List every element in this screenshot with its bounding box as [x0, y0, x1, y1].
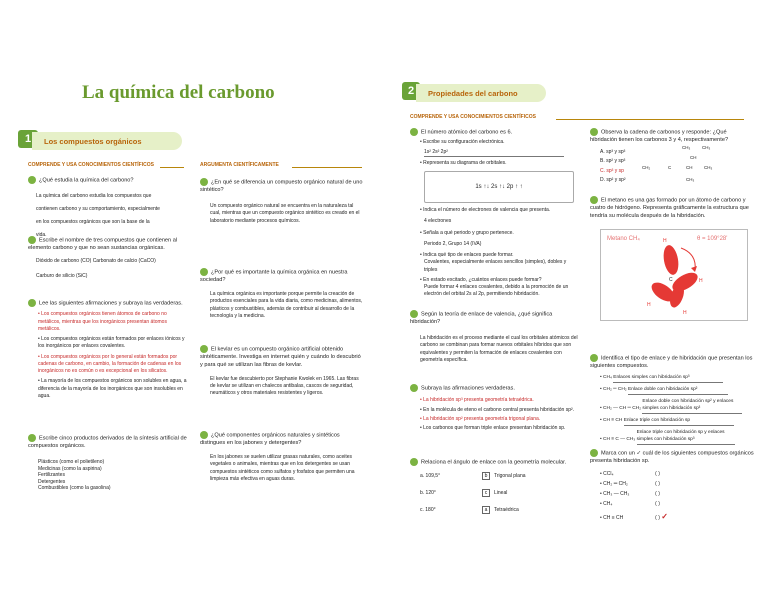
- bullet-icon: [200, 178, 208, 186]
- diagram-label: Metano CH₄: [607, 235, 640, 242]
- bullet-icon: [590, 128, 598, 136]
- compound: CH₄: [603, 501, 613, 508]
- bullet-icon: [590, 354, 598, 362]
- bullet-icon: [200, 345, 208, 353]
- answer-line: contienen carbono y su comportamiento, especialmente: [36, 206, 160, 213]
- right-page: [384, 0, 768, 594]
- question-subraya: Subraya las afirmaciones verdaderas. • La hibridación sp³ presenta geometría tetraédrica. • En la molécula de eteno el carbono central presenta hibridación sp². • La hibridación sp² presenta geometría trigonal plana. • Los carbonos que forman triple enlace presentan hibridación sp.: [410, 384, 580, 432]
- question-text: ¿En qué se diferencia un compuesto orgánico natural de uno sintético?: [200, 179, 363, 194]
- statement: En la molécula de eteno el carbono central presenta hibridación sp².: [423, 406, 575, 413]
- subquestion: Escribe su configuración electrónica.: [423, 139, 505, 146]
- carbon-chain-formula: CH₃ CH₃ CH CH₂ C CH CH₃ CH₃: [642, 145, 713, 183]
- subquestion: Señala a qué periodo y grupo pertenece.: [423, 229, 514, 236]
- question-1: [28, 176, 188, 242]
- answer-line: Periodo 2, Grupo 14 (IVA): [424, 240, 482, 247]
- question-text: El metano es una gas formado por un átomo de carbono y cuatro de hidrógeno. Representa gráficamente la estructura que tendría su molécula después de la hibridación.: [590, 197, 749, 220]
- question-text: Lee las siguientes afirmaciones y subraya las verdaderas.: [39, 300, 183, 307]
- compound: CH₂ ═ CH₂: [603, 481, 628, 488]
- bullet-icon: [200, 268, 208, 276]
- section-header: [18, 128, 378, 152]
- heading-argumenta: ARGUMENTA CIENTÍFICAMENTE: [200, 162, 279, 168]
- bullet-icon: [28, 434, 36, 442]
- hydrogen-label: H: [647, 301, 651, 308]
- section-title: Propiedades del carbono: [428, 89, 518, 98]
- orbital-text: 1s ↑↓ 2s ↑↓ 2p ↑ ↑: [475, 184, 523, 191]
- geometry-item: Tetraédrica: [494, 507, 519, 514]
- question-text: Marca con un ✓ cuál de los siguientes compuestos orgánicos presenta hibridación sp.: [590, 450, 754, 465]
- hydrogen-label: H: [663, 237, 667, 244]
- question-metano: [590, 196, 755, 321]
- answer-line: Enlace triple con hibridación sp y enlaces simples con hibridación sp³: [637, 430, 735, 445]
- statement-true: La hibridación sp² presenta geometría trigonal plana.: [423, 415, 541, 422]
- bullet-icon: [590, 196, 598, 204]
- answer-line: Enlace triple con hibridación sp: [624, 418, 734, 426]
- question-2: [28, 236, 193, 281]
- match-box[interactable]: b: [482, 472, 490, 480]
- question-text: El kevlar es un compuesto orgánico artificial obtenido sintéticamente. Investiga en internet quién y cuándo lo descubrió y para qué se utilizan las fibras de kevlar.: [200, 346, 361, 369]
- check-box[interactable]: ( ): [655, 481, 660, 488]
- formula: CH ≡ C — CH₃: [603, 436, 636, 442]
- formula: CH₂ — CH ═ CH₂: [603, 406, 642, 411]
- angle-label: θ = 109°28': [697, 235, 728, 242]
- bullet-icon: [590, 449, 598, 457]
- answer-text: En los jabones se suelen utilizar grasas naturales, como aceites vegetales o animales, mientras que en los detergentes se usan compuestos sintéticos como sulfatos y fosfatos que permiten una limpieza más efectiva en aguas duras.: [210, 454, 355, 482]
- question-text: ¿Qué estudia la química del carbono?: [39, 177, 134, 184]
- question-relaciona: [410, 458, 580, 533]
- match-box[interactable]: c: [482, 489, 490, 497]
- angle-item: a. 109,5°: [420, 473, 441, 480]
- answer-line: en los compuestos orgánicos que son la base de la: [36, 219, 150, 226]
- compound: CCl₄: [603, 471, 614, 478]
- answer-line: Puede formar 4 enlaces covalentes, debido a la promoción de un electrón del orbital 2s al 2p, permitiendo hibridación.: [424, 284, 569, 298]
- check-box[interactable]: ( ): [655, 515, 660, 522]
- answer-text: La química orgánica es importante porque permite la creación de productos esenciales para la vida diaria, como medicinas, alimentos, plásticos y combustibles, además de contribuir al desarrollo de la tecnología y la medicina.: [210, 291, 363, 319]
- question-4: [28, 434, 188, 492]
- answer-line: Combustibles (como la gasolina): [38, 485, 111, 492]
- compound: CH₃ — CH₃: [603, 491, 630, 498]
- answer-line: Medicinas (como la aspirina): [38, 465, 102, 472]
- check-box[interactable]: ( ): [655, 491, 660, 498]
- subquestion: Representa su diagrama de orbitales.: [423, 159, 507, 166]
- section-number-badge: 2: [402, 82, 420, 100]
- option[interactable]: A. sp³ y sp³: [600, 149, 626, 156]
- answer-line: Enlace doble con hibridación sp²: [628, 387, 728, 395]
- heading-comprende: COMPRENDE Y USA CONOCIMIENTOS CIENTÍFICOS: [410, 114, 536, 120]
- question-hibridacion: [410, 310, 580, 364]
- bullet-icon: [410, 458, 418, 466]
- question-atomic: El número atómico del carbono es 6. • Escribe su configuración electrónica. 1s² 2s² 2p² • Representa su diagrama de orbitales. 1s ↑↓ 2s ↑↓ 2p ↑ ↑ • Indica el número de electrones de valencia que presenta. 4 electrones • Señala a qué periodo y grupo pertenece. Periodo 2, Grupo 14 (IVA) • Indica qué tipo de enlaces puede formar. Covalentes, especialmente enlaces sencillos (simples), dobles y triples • En estado excitado, ¿cuántos enlaces puede formar? Puede formar 4 enlaces covalentes, debido a la promoción de un electrón del orbital 2s al 2p, permitiendo hibridación.: [410, 128, 580, 299]
- tetrahedral-orbitals: [601, 230, 749, 322]
- answer-line: 4 electrones: [424, 218, 452, 225]
- bullet-icon: [410, 128, 418, 136]
- subquestion: En estado excitado, ¿cuántos enlaces puede formar?: [423, 276, 542, 283]
- answer-line: Fertilizantes: [38, 472, 65, 479]
- compound: CH ≡ CH: [603, 515, 624, 522]
- answer-line: Plásticos (como el polietileno): [38, 459, 105, 466]
- statement-true: Los compuestos orgánicos tienen átomos de carbono no metálicos, mientras que los inorgánicos presentan átomos metálicos.: [38, 311, 167, 332]
- check-box[interactable]: ( ): [655, 471, 660, 478]
- checkmark-icon: ✓: [661, 512, 668, 522]
- bullet-icon: [28, 236, 36, 244]
- question-text: Subraya las afirmaciones verdaderas.: [421, 385, 515, 392]
- bullet-icon: [28, 176, 36, 184]
- statement: La mayoría de los compuestos orgánicos son solubles en agua, a diferencia de la mayoría de los inorgánicos que son insolubles en agua.: [38, 378, 187, 399]
- statement: Los compuestos orgánicos están formados por enlaces iónicos y los inorgánicos por enlaces covalentes.: [38, 336, 185, 350]
- section-header: [402, 80, 742, 104]
- formula: CH₄: [603, 375, 612, 381]
- hydrogen-label: H: [699, 277, 703, 284]
- answer-text: El kevlar fue descubierto por Stephanie Kwolek en 1965. Las fibras de kevlar se utilizan en chalecos antibalas, cascos de seguridad, neumáticos y otros materiales resistentes y ligeros.: [210, 375, 359, 397]
- answer-line: Carburo de silicio (SiC): [36, 273, 88, 280]
- formula: CH₂ ═ CH₂: [603, 387, 627, 393]
- question-text: ¿Qué componentes orgánicos naturales y sintéticos distingues en los jabones y detergentes?: [200, 432, 340, 447]
- question-enlace: Identifica el tipo de enlace y de hibridación que presentan los siguientes compuestos. • CH₄ Enlaces simples con hibridación sp³ • CH₂ ═ CH₂ Enlace doble con hibridación sp² • CH₂ — CH ═ CH₂ Enlace doble con hibridación sp² y enlaces simples con hibridación sp³ • CH ≡ CH Enlace triple con hibridación sp • CH ≡ C — CH₃ Enlace triple con hibridación sp y enlaces simples con hibridación sp³: [590, 354, 755, 445]
- answer-line: Enlaces simples con hibridación sp³: [613, 375, 723, 383]
- section-title: Los compuestos orgánicos: [44, 137, 142, 146]
- methane-diagram: [600, 229, 748, 321]
- question-text: ¿Por qué es importante la química orgánica en nuestra sociedad?: [200, 269, 348, 284]
- orbital-diagram: [424, 171, 574, 203]
- argumenta-2: [200, 268, 365, 320]
- bullet-icon: [410, 310, 418, 318]
- argumenta-1: [200, 178, 365, 225]
- answer-line: vida.: [36, 232, 47, 239]
- answer-line: Covalentes, especialmente enlaces sencillos (simples), dobles y triples: [424, 259, 567, 273]
- answer-line: Detergentes: [38, 478, 66, 485]
- answer-text: Un compuesto orgánico natural se encuentra en la naturaleza tal cual, mientras que un compuesto orgánico sintético es creado en el laboratorio mediante procesos químicos.: [210, 203, 360, 224]
- angle-item: c. 180°: [420, 507, 436, 514]
- formula: CH ≡ CH: [603, 417, 623, 423]
- carbon-label: C: [669, 276, 673, 283]
- answer-line: Dióxido de carbono (CO) Carbonato de calcio (CaCO): [36, 258, 156, 265]
- option[interactable]: B. sp² y sp³: [600, 158, 626, 165]
- answer-line: La química del carbono estudia los compuestos que: [36, 193, 152, 200]
- argumenta-4: [200, 431, 365, 483]
- question-cadena: [590, 128, 755, 191]
- question-text: El número atómico del carbono es 6.: [421, 129, 513, 136]
- bullet-icon: [410, 384, 418, 392]
- answer-line: Enlace doble con hibridación sp² y enlaces simples con hibridación sp³: [642, 399, 742, 414]
- answer-line: 1s² 2s² 2p²: [424, 149, 564, 157]
- geometry-item: Lineal: [494, 490, 508, 497]
- answer-text: La hibridación es el proceso mediante el cual los orbitales atómicos del carbono se combinan para formar nuevos orbitales híbridos que son equivalentes y permiten la formación de enlaces covalentes con geometría específica.: [420, 335, 578, 363]
- page-title: La química del carbono: [82, 82, 275, 103]
- option[interactable]: D. sp² y sp²: [600, 176, 626, 183]
- subquestion: Indica el número de electrones de valencia que presenta.: [423, 207, 551, 214]
- bullet-icon: [200, 431, 208, 439]
- question-3: Lee las siguientes afirmaciones y subraya las verdaderas. • Los compuestos orgánicos tienen átomos de carbono no metálicos, mientras que los inorgánicos presentan átomos metálicos. • Los compuestos orgánicos están formados por enlaces iónicos y los inorgánicos por enlaces covalentes. • Los compuestos orgánicos por lo general están formados por cadenas de carbono, en cambio, la formación de cadenas en los inorgánicos no es común o es excepcional en los silicatos. • La mayoría de los compuestos orgánicos son solubles en agua, a diferencia de la mayoría de los inorgánicos que son insolubles en agua.: [28, 299, 188, 400]
- question-marca: Marca con un ✓ cuál de los siguientes compuestos orgánicos presenta hibridación sp. • CCl₄ ( ) • CH₂ ═ CH₂ ( ) • CH₃ — CH₃ ( ) • CH₄ ( ) • CH ≡ CH ( ) ✓: [590, 450, 754, 522]
- bullet-icon: [28, 299, 36, 307]
- statement: Los carbonos que forman triple enlace presentan hibridación sp.: [423, 425, 566, 432]
- match-box[interactable]: a: [482, 506, 490, 514]
- question-text: Identifica el tipo de enlace y de hibridación que presentan los siguientes compuestos.: [590, 355, 753, 370]
- question-text: Relaciona el ángulo de enlace con la geometría molecular.: [421, 459, 567, 466]
- statement-true: La hibridación sp³ presenta geometría tetraédrica.: [423, 397, 534, 404]
- section-number-badge: 1: [18, 130, 38, 148]
- heading-comprende: COMPRENDE Y USA CONOCIMIENTOS CIENTÍFICOS: [28, 162, 154, 168]
- subquestion: Indica qué tipo de enlaces puede formar.: [423, 252, 514, 259]
- question-text: Escribe cinco productos derivados de la síntesis artificial de compuestos orgánicos.: [28, 435, 187, 450]
- geometry-item: Trigonal plana: [494, 473, 526, 480]
- question-text: Escribe el nombre de tres compuestos que contienen al elemento carbono y que no sean sustancias orgánicas.: [28, 237, 178, 252]
- question-text: Observa la cadena de carbonos y responde: ¿Qué hibridación tienen los carbonos 3 y 4, respectivamente?: [590, 129, 729, 144]
- hydrogen-label: H: [683, 309, 687, 316]
- option-correct[interactable]: C. sp³ y sp: [600, 167, 624, 174]
- check-box[interactable]: ( ): [655, 501, 660, 508]
- angle-item: b. 120°: [420, 490, 436, 497]
- statement-true: Los compuestos orgánicos por lo general están formados por cadenas de carbono, en cambio, la formación de cadenas en los inorgánicos no es común o es excepcional en los silicatos.: [38, 353, 182, 375]
- argumenta-3: [200, 345, 365, 398]
- question-text: Según la teoría de enlace de valencia, ¿qué significa hibridación?: [410, 311, 553, 326]
